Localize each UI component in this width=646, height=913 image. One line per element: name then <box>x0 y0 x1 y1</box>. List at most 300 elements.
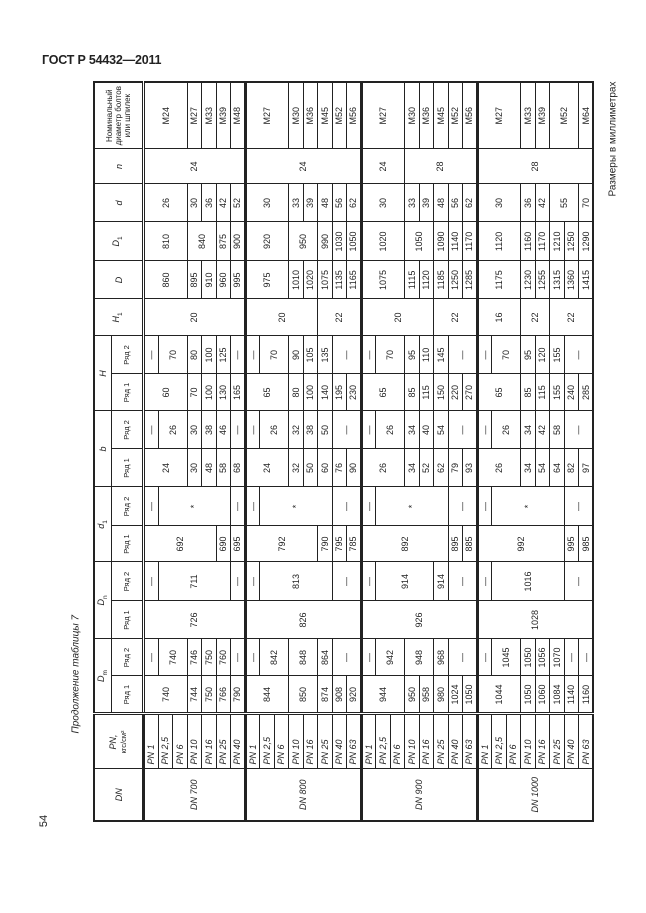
value-cell: 24 <box>144 149 246 184</box>
value-cell: 82 <box>564 449 579 487</box>
value-cell: 42 <box>216 184 231 222</box>
value-cell: 750 <box>202 639 217 676</box>
value-cell: 50 <box>318 411 333 449</box>
value-cell: 76 <box>332 449 347 487</box>
value-cell: 115 <box>535 374 550 411</box>
value-cell: 56 <box>448 184 463 222</box>
value-cell: 950 <box>289 222 318 261</box>
value-cell: 33 <box>405 184 420 222</box>
value-cell: 895 <box>187 261 202 299</box>
header-bolt-diameter: Номинальный диаметр болтов или шпилек <box>94 82 144 149</box>
value-cell: 760 <box>216 639 231 676</box>
value-cell: 1315 <box>550 261 565 299</box>
value-cell: 20 <box>361 299 434 336</box>
value-cell: 105 <box>303 336 318 374</box>
header-row-1: Ряд 1 <box>112 449 144 487</box>
header-symbol: D <box>113 276 124 284</box>
value-cell: — <box>144 411 159 449</box>
value-cell: — <box>448 487 477 526</box>
pn-cell: PN 16 <box>535 714 550 769</box>
value-cell: 155 <box>550 336 565 374</box>
value-cell: 93 <box>463 449 478 487</box>
value-cell: 1135 <box>332 261 347 299</box>
units-caption: Размеры в миллиметрах <box>607 81 619 197</box>
value-cell: 914 <box>376 562 434 601</box>
value-cell: 26 <box>144 184 188 222</box>
value-cell: — <box>564 487 593 526</box>
header-symbol: d <box>113 200 124 206</box>
value-cell: * <box>492 487 565 526</box>
value-cell: 692 <box>144 526 217 562</box>
value-cell: 1020 <box>303 261 318 299</box>
value-cell: 24 <box>245 149 361 184</box>
value-cell: 1120 <box>477 222 521 261</box>
value-cell: 1050 <box>463 676 478 714</box>
value-cell: 100 <box>202 336 217 374</box>
value-cell: 860 <box>144 261 188 299</box>
value-cell: M33 <box>521 82 536 149</box>
value-cell: 26 <box>376 411 405 449</box>
value-cell: 24 <box>144 449 188 487</box>
value-cell: 1160 <box>579 676 594 714</box>
header-symbol: n <box>113 163 124 169</box>
table-body <box>144 82 594 821</box>
value-cell: — <box>477 411 492 449</box>
value-cell: 1010 <box>289 261 304 299</box>
value-cell: 85 <box>405 374 420 411</box>
value-cell: 58 <box>550 411 565 449</box>
header-row-2: Ряд 2 <box>112 562 144 601</box>
value-cell: 842 <box>260 639 289 676</box>
value-cell: 65 <box>245 374 289 411</box>
value-cell: 1016 <box>492 562 565 601</box>
value-cell: 24 <box>361 149 405 184</box>
value-cell: 1140 <box>448 222 463 261</box>
pn-cell: PN 2,5 <box>492 714 507 769</box>
pn-cell: PN 16 <box>303 714 318 769</box>
header-row-2: Ряд 2 <box>112 487 144 526</box>
value-cell: — <box>245 639 260 676</box>
header-pn-label: PN, <box>108 734 118 750</box>
header-symbol: D <box>95 599 106 606</box>
pn-cell: PN 40 <box>448 714 463 769</box>
value-cell: 1160 <box>521 222 536 261</box>
header-pn-unit: кгс/см² <box>119 730 128 754</box>
value-cell: 1020 <box>361 222 405 261</box>
table-continuation-caption: Продолжение таблицы 7 <box>70 614 82 734</box>
header-symbol: D <box>111 240 122 247</box>
value-cell: 985 <box>579 526 594 562</box>
table-row <box>347 82 362 821</box>
value-cell: 795 <box>332 526 347 562</box>
value-cell: 90 <box>347 449 362 487</box>
header-subscript: 1 <box>101 520 109 524</box>
value-cell: — <box>564 411 593 449</box>
value-cell: 40 <box>419 411 434 449</box>
value-cell: M27 <box>361 82 405 149</box>
value-cell: 908 <box>332 676 347 714</box>
value-cell: 990 <box>318 222 333 261</box>
value-cell: 54 <box>535 449 550 487</box>
header-Dn-1 <box>94 562 112 639</box>
pn-cell: PN 6 <box>274 714 289 769</box>
value-cell: 892 <box>361 526 448 562</box>
pn-cell: PN 10 <box>289 714 304 769</box>
value-cell: 711 <box>158 562 231 601</box>
value-cell: 26 <box>260 411 289 449</box>
value-cell: 992 <box>477 526 564 562</box>
value-cell: 230 <box>347 374 362 411</box>
header-symbol: b <box>98 446 108 452</box>
value-cell: M45 <box>318 82 333 149</box>
value-cell: 165 <box>231 374 246 411</box>
value-cell: 1050 <box>405 222 434 261</box>
header-D1-7 <box>94 222 144 261</box>
value-cell: — <box>245 411 260 449</box>
value-cell: 50 <box>303 449 318 487</box>
pn-cell: PN 16 <box>202 714 217 769</box>
value-cell: 1060 <box>535 676 550 714</box>
value-cell: 65 <box>361 374 405 411</box>
value-cell: 813 <box>260 562 333 601</box>
value-cell: 95 <box>521 336 536 374</box>
value-cell: 34 <box>521 411 536 449</box>
pn-cell: PN 25 <box>216 714 231 769</box>
value-cell: — <box>579 639 594 676</box>
value-cell: — <box>477 487 492 526</box>
table-row <box>144 82 159 821</box>
value-cell: 48 <box>318 184 333 222</box>
value-cell: 60 <box>144 374 188 411</box>
value-cell: 864 <box>318 639 333 676</box>
value-cell: 42 <box>535 184 550 222</box>
value-cell: 26 <box>492 411 521 449</box>
value-cell: 34 <box>405 449 420 487</box>
value-cell: 26 <box>158 411 187 449</box>
header-b-3 <box>94 411 112 487</box>
header-subscript: m <box>101 670 109 676</box>
value-cell: — <box>144 639 159 676</box>
header-row-2: Ряд 2 <box>112 639 144 676</box>
value-cell: — <box>361 562 376 601</box>
pn-cell: PN 25 <box>318 714 333 769</box>
value-cell: 155 <box>550 374 565 411</box>
header-row-1: Ряд 1 <box>112 676 144 714</box>
value-cell: — <box>564 639 579 676</box>
header-n-9 <box>94 149 144 184</box>
value-cell: — <box>477 639 492 676</box>
header-subscript: 1 <box>116 312 124 317</box>
value-cell: 80 <box>187 336 202 374</box>
value-cell: — <box>564 336 593 374</box>
value-cell: 1170 <box>463 222 478 261</box>
value-cell: — <box>361 639 376 676</box>
pn-cell: PN 63 <box>347 714 362 769</box>
table-row <box>318 82 333 821</box>
value-cell: 64 <box>550 449 565 487</box>
value-cell: — <box>245 487 260 526</box>
value-cell: 1120 <box>419 261 434 299</box>
header-symbol: D <box>95 675 106 682</box>
value-cell: M52 <box>448 82 463 149</box>
value-cell: M36 <box>303 82 318 149</box>
table-row <box>332 82 347 821</box>
table-row <box>216 82 231 821</box>
pn-cell: PN 63 <box>463 714 478 769</box>
value-cell: 38 <box>202 411 217 449</box>
value-cell: — <box>245 336 260 374</box>
value-cell: — <box>231 487 246 526</box>
value-cell: 85 <box>521 374 536 411</box>
value-cell: 70 <box>187 374 202 411</box>
table-row <box>434 82 449 821</box>
value-cell: 792 <box>245 526 318 562</box>
value-cell: 914 <box>434 562 449 601</box>
value-cell: 690 <box>216 526 231 562</box>
value-cell: 20 <box>245 299 318 336</box>
value-cell: 62 <box>347 184 362 222</box>
value-cell: 958 <box>419 676 434 714</box>
value-cell: 135 <box>318 336 333 374</box>
value-cell: * <box>260 487 333 526</box>
header-H-4 <box>94 336 112 411</box>
pn-cell: PN 40 <box>332 714 347 769</box>
table-row <box>550 82 565 821</box>
value-cell: 270 <box>463 374 478 411</box>
header-subscript: n <box>101 595 109 600</box>
value-cell: 55 <box>550 184 579 222</box>
value-cell: 70 <box>492 336 521 374</box>
header-row-2: Ряд 2 <box>112 336 144 374</box>
value-cell: 900 <box>231 222 246 261</box>
header-d1-2 <box>94 487 112 562</box>
value-cell: 24 <box>245 449 289 487</box>
flange-dimensions-table-wrapper <box>93 83 592 822</box>
value-cell: 874 <box>318 676 333 714</box>
value-cell: 1075 <box>361 261 405 299</box>
value-cell: 20 <box>144 299 246 336</box>
value-cell: — <box>332 639 361 676</box>
value-cell: 726 <box>144 601 246 639</box>
value-cell: 26 <box>477 449 521 487</box>
value-cell: 948 <box>405 639 434 676</box>
pn-cell: PN 6 <box>173 714 188 769</box>
table-row <box>289 82 304 821</box>
value-cell: — <box>332 411 361 449</box>
pn-cell: PN 1 <box>477 714 492 769</box>
value-cell: 130 <box>216 374 231 411</box>
value-cell: M30 <box>405 82 420 149</box>
table-header <box>94 82 144 821</box>
dn-cell: DN 800 <box>245 769 361 821</box>
value-cell: M45 <box>434 82 449 149</box>
value-cell: M27 <box>245 82 289 149</box>
value-cell: — <box>144 487 159 526</box>
value-cell: 28 <box>405 149 478 184</box>
value-cell: 70 <box>260 336 289 374</box>
value-cell: 95 <box>405 336 420 374</box>
pn-cell: PN 1 <box>361 714 376 769</box>
value-cell: — <box>448 411 477 449</box>
value-cell: 1360 <box>564 261 579 299</box>
value-cell: 52 <box>231 184 246 222</box>
table-row <box>419 82 434 821</box>
header-row-1: Ряд 1 <box>112 374 144 411</box>
pn-cell: PN 1 <box>144 714 159 769</box>
flange-dimensions-table <box>93 81 594 822</box>
value-cell: — <box>231 336 246 374</box>
value-cell: 1250 <box>448 261 463 299</box>
value-cell: M36 <box>419 82 434 149</box>
value-cell: M48 <box>231 82 246 149</box>
value-cell: — <box>361 487 376 526</box>
value-cell: 980 <box>434 676 449 714</box>
value-cell: 995 <box>231 261 246 299</box>
value-cell: 125 <box>216 336 231 374</box>
value-cell: 100 <box>202 374 217 411</box>
value-cell: 895 <box>448 526 463 562</box>
value-cell: 46 <box>216 411 231 449</box>
header-H1-5 <box>94 299 144 336</box>
table-row <box>231 82 246 821</box>
value-cell: 926 <box>361 601 477 639</box>
value-cell: 1090 <box>434 222 449 261</box>
table-row <box>202 82 217 821</box>
value-cell: 850 <box>289 676 318 714</box>
value-cell: 70 <box>158 336 187 374</box>
pn-cell: PN 2,5 <box>260 714 275 769</box>
value-cell: — <box>231 411 246 449</box>
value-cell: 1045 <box>492 639 521 676</box>
value-cell: 1230 <box>521 261 536 299</box>
value-cell: — <box>477 336 492 374</box>
value-cell: 1290 <box>579 222 594 261</box>
value-cell: 1185 <box>434 261 449 299</box>
value-cell: 1050 <box>521 639 536 676</box>
value-cell: 1255 <box>535 261 550 299</box>
value-cell: 1084 <box>550 676 565 714</box>
value-cell: 100 <box>303 374 318 411</box>
header-dn-label: DN <box>113 788 124 802</box>
value-cell: — <box>231 562 246 601</box>
header-symbol: H <box>111 316 122 323</box>
value-cell: 80 <box>289 374 304 411</box>
header-symbol: H <box>98 370 108 377</box>
table-row <box>463 82 478 821</box>
page-number: 54 <box>38 814 51 828</box>
value-cell: 1070 <box>550 639 565 676</box>
value-cell: 30 <box>187 184 202 222</box>
value-cell: 740 <box>144 676 188 714</box>
pn-cell: PN 6 <box>390 714 405 769</box>
value-cell: 120 <box>535 336 550 374</box>
value-cell: M33 <box>202 82 217 149</box>
pn-cell: PN 63 <box>579 714 594 769</box>
value-cell: 1140 <box>564 676 579 714</box>
value-cell: — <box>361 411 376 449</box>
dn-cell: DN 1000 <box>477 769 593 821</box>
value-cell: * <box>376 487 449 526</box>
value-cell: 920 <box>347 676 362 714</box>
value-cell: M56 <box>463 82 478 149</box>
value-cell: 68 <box>231 449 246 487</box>
value-cell: 145 <box>434 336 449 374</box>
table-row <box>477 82 492 821</box>
value-cell: M64 <box>579 82 594 149</box>
value-cell: 79 <box>448 449 463 487</box>
value-cell: 1415 <box>579 261 594 299</box>
value-cell: 285 <box>579 374 594 411</box>
value-cell: 115 <box>419 374 434 411</box>
value-cell: 1044 <box>477 676 521 714</box>
value-cell: M52 <box>332 82 347 149</box>
value-cell: 16 <box>477 299 521 336</box>
value-cell: 70 <box>376 336 405 374</box>
value-cell: 826 <box>245 601 361 639</box>
value-cell: — <box>477 562 492 601</box>
document-title: ГОСТ Р 54432—2011 <box>42 53 162 67</box>
value-cell: 54 <box>434 411 449 449</box>
value-cell: 910 <box>202 261 217 299</box>
value-cell: — <box>332 562 361 601</box>
pn-cell: PN 2,5 <box>376 714 391 769</box>
value-cell: 1165 <box>347 261 362 299</box>
value-cell: — <box>448 639 477 676</box>
value-cell: 30 <box>187 449 202 487</box>
value-cell: M39 <box>535 82 550 149</box>
table-row <box>405 82 420 821</box>
value-cell: 1250 <box>564 222 579 261</box>
value-cell: 875 <box>216 222 231 261</box>
pn-cell: PN 2,5 <box>158 714 173 769</box>
pn-cell: PN 1 <box>245 714 260 769</box>
value-cell: 1075 <box>318 261 333 299</box>
pn-cell: PN 25 <box>434 714 449 769</box>
value-cell: 36 <box>521 184 536 222</box>
header-d-8 <box>94 184 144 222</box>
pn-cell: PN 10 <box>521 714 536 769</box>
table-row <box>245 82 260 821</box>
value-cell: 48 <box>202 449 217 487</box>
table-row <box>535 82 550 821</box>
value-cell: — <box>245 562 260 601</box>
value-cell: 844 <box>245 676 289 714</box>
value-cell: — <box>448 562 477 601</box>
value-cell: 52 <box>419 449 434 487</box>
value-cell: 65 <box>477 374 521 411</box>
value-cell: 48 <box>434 184 449 222</box>
value-cell: 968 <box>434 639 449 676</box>
value-cell: 32 <box>289 411 304 449</box>
table-row <box>579 82 594 821</box>
value-cell: 1115 <box>405 261 420 299</box>
header-Dm-0 <box>94 639 112 714</box>
value-cell: 840 <box>187 222 216 261</box>
pn-cell: PN 10 <box>187 714 202 769</box>
value-cell: 150 <box>434 374 449 411</box>
value-cell: 746 <box>187 639 202 676</box>
table-row <box>521 82 536 821</box>
value-cell: 944 <box>361 676 405 714</box>
value-cell: 195 <box>332 374 347 411</box>
value-cell: M30 <box>289 82 304 149</box>
value-cell: M27 <box>187 82 202 149</box>
value-cell: 30 <box>477 184 521 222</box>
value-cell: 1175 <box>477 261 521 299</box>
value-cell: M56 <box>347 82 362 149</box>
value-cell: 30 <box>245 184 289 222</box>
value-cell: 39 <box>303 184 318 222</box>
